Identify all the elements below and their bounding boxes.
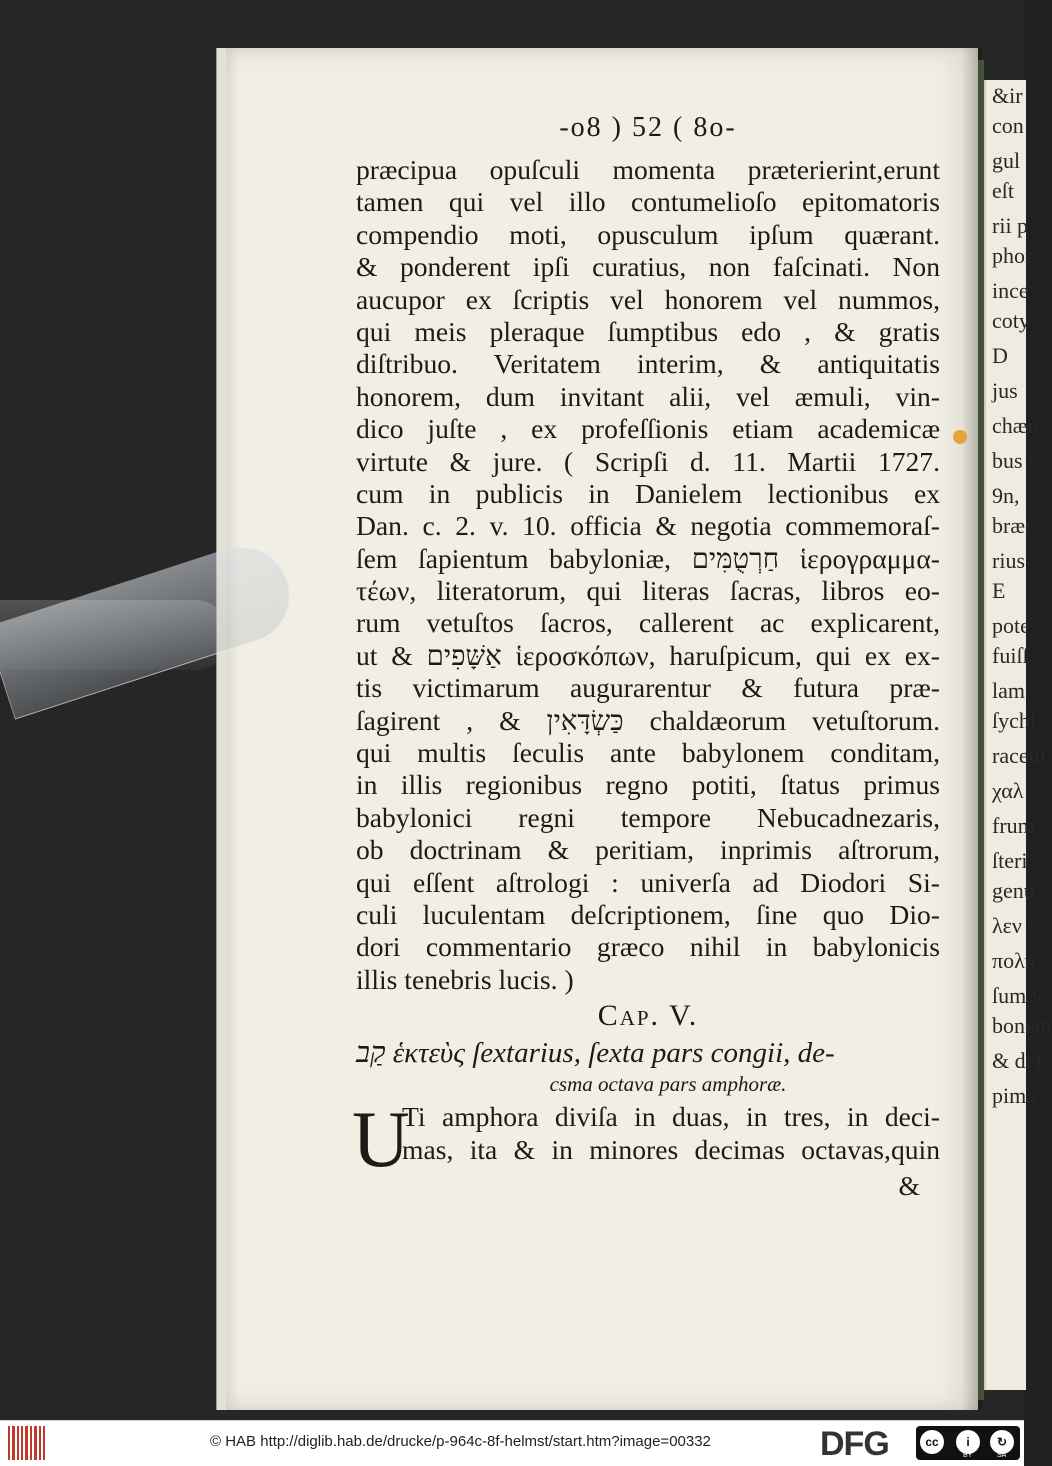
adjacent-page-fragment: 9n, [992,483,1020,508]
adjacent-page-fragment: lam [992,678,1025,703]
page-text [352,112,940,1202]
adjacent-page-fragment: E [992,578,1006,603]
adjacent-page-fragment: rius [992,548,1025,573]
adjacent-page-fragment: eſt [992,178,1014,203]
dfg-logo[interactable]: DFG [820,1425,889,1463]
text-line: qui eſſent aſtrologi : univerſa ad Diodori Si- [356,866,940,898]
adjacent-page-fragment: genu [992,878,1035,903]
text-line: præcipua opuſculi momenta præterierint,erunt [356,154,940,185]
text-line: illis tenebris lucis. ) [356,963,574,995]
cc-icon: cc [920,1430,944,1454]
body-lines [356,154,940,996]
adjacent-page-fragment: bræc [992,513,1035,538]
adjacent-page-fragment: πολυ [992,948,1036,973]
adjacent-page-fragment: λεν τ [992,913,1037,938]
adjacent-page-fragment: bus c [992,448,1038,473]
text-line: ob doctrinam & peritiam, inprimis aſtrorum, [356,834,940,866]
footer-bar [0,1420,1024,1466]
adjacent-page-fragment: coty [992,308,1030,333]
text-line: virtute & jure. ( Scripſi d. 11. Martii 1727. [356,445,940,477]
footer-url[interactable]: © HAB http://diglib.hab.de/drucke/p-964c-8f-helmst/start.htm?image=00332 [210,1433,711,1450]
text-line: τέων, literatorum, qui literas ſacras, libros eo- [356,575,940,607]
catchword: & [898,1170,920,1202]
adjacent-page-fragment: bonem [992,1013,1052,1038]
text-line: culi luculentam deſcriptionem, ſine quo Dio- [356,898,940,930]
adjacent-page-fragment: racem [992,743,1046,768]
adjacent-page-fragment: jus [992,378,1018,403]
adjacent-page [984,80,1052,1390]
adjacent-page-fragment: ince [992,278,1029,303]
text-line: ſem ſapientum babyloniæ, חַרְטֻמִּים ἱερογραμμα- [356,542,940,574]
adjacent-page-fragment: &ir [992,83,1023,108]
drop-cap: U [352,1096,410,1185]
text-line: compendio moti, opusculum ipſum quærant. [356,218,940,250]
adjacent-page-fragment: ſum v [992,983,1043,1008]
adjacent-page-fragment: ſteri [992,848,1028,873]
adjacent-page-fragment: fuiſſ [992,643,1029,668]
text-line: dori commentario græco nihil in babylonicis [356,931,940,963]
chapter-subheading: קַב ἑκτεὺς ſextarius, ſexta pars congii, de- [356,1037,835,1070]
paragraph-lines [402,1100,940,1166]
adjacent-page-fragment: D [992,343,1008,368]
chapter-subheading-cont: csma octava pars amphoræ. [549,1072,787,1097]
adjacent-page-fragment: ſychi [992,708,1036,733]
text-line: Dan. c. 2. v. 10. officia & negotia commemoraſ- [356,510,940,542]
adjacent-page-fragment: & def [992,1048,1043,1073]
text-line: qui meis pleraque ſumptibus edo , & gratis [356,315,940,347]
adjacent-page-fragment: con [992,113,1024,138]
sa-icon: ↻ [990,1430,1014,1454]
by-label: BY [963,1452,973,1459]
text-line: babylonici regni tempore Nebucadnezaris, [356,801,940,833]
text-line: qui multis ſeculis ante babylonem conditam, [356,737,940,769]
text-line: tamen qui vel illo contumelioſo epitomatoris [356,186,940,218]
sa-label: SA [997,1452,1007,1459]
text-line: rum vetuſtos ſacros, callerent ac explicarent, [356,607,940,639]
text-line: aucupor ex ſcriptis vel honorem vel nummos, [356,283,940,315]
adjacent-page-fragment: rii p [992,213,1029,238]
adjacent-page-fragment: frum [992,813,1035,838]
text-line: & ponderent ipſi curatius, non faſcinati. Non [356,251,940,283]
text-line: diſtribuo. Veritatem interim, & antiquitatis [356,348,940,380]
hab-barcode-logo[interactable] [8,1426,50,1460]
marker-dot [953,430,967,444]
adjacent-page-fragment: chæn [992,413,1039,438]
adjacent-page-fragment: phor [992,243,1033,268]
first-paragraph [352,1096,940,1185]
text-line: tis victimarum augurarentur & futura præ- [356,672,940,704]
text-line: ſagirent , & כַּשְׂדָּאִין chaldæorum vetuſtorum. [356,704,940,736]
paragraph-line: Ti amphora diviſa in duas, in tres, in deci- [402,1101,940,1133]
paragraph-line: mas, ita & in minores decimas octavas,quin [402,1134,940,1166]
license-badge[interactable] [916,1426,1020,1460]
text-line: ut & אַשָּׁפִים ἱεροσκόπων, haruſpicum, qui ex ex- [356,639,940,671]
text-line: in illis regionibus regno potiti, ſtatus primus [356,769,940,801]
chapter-heading: Cap. V. [597,999,699,1033]
by-icon: i [956,1430,980,1454]
text-line: dico juſte , ex profeſſionis etiam academicæ [356,413,940,445]
adjacent-page-fragment: χαλ [992,778,1024,803]
adjacent-page-fragment: gul [992,148,1021,173]
adjacent-page-fragment: pote: [992,613,1036,638]
adjacent-page-fragment: pima [992,1083,1036,1108]
text-line: honorem, dum invitant alii, vel æmuli, vin- [356,380,940,412]
text-line: cum in publicis in Danielem lectionibus ex [356,477,940,509]
running-head: -o8 ) 52 ( 8o- [559,112,737,143]
